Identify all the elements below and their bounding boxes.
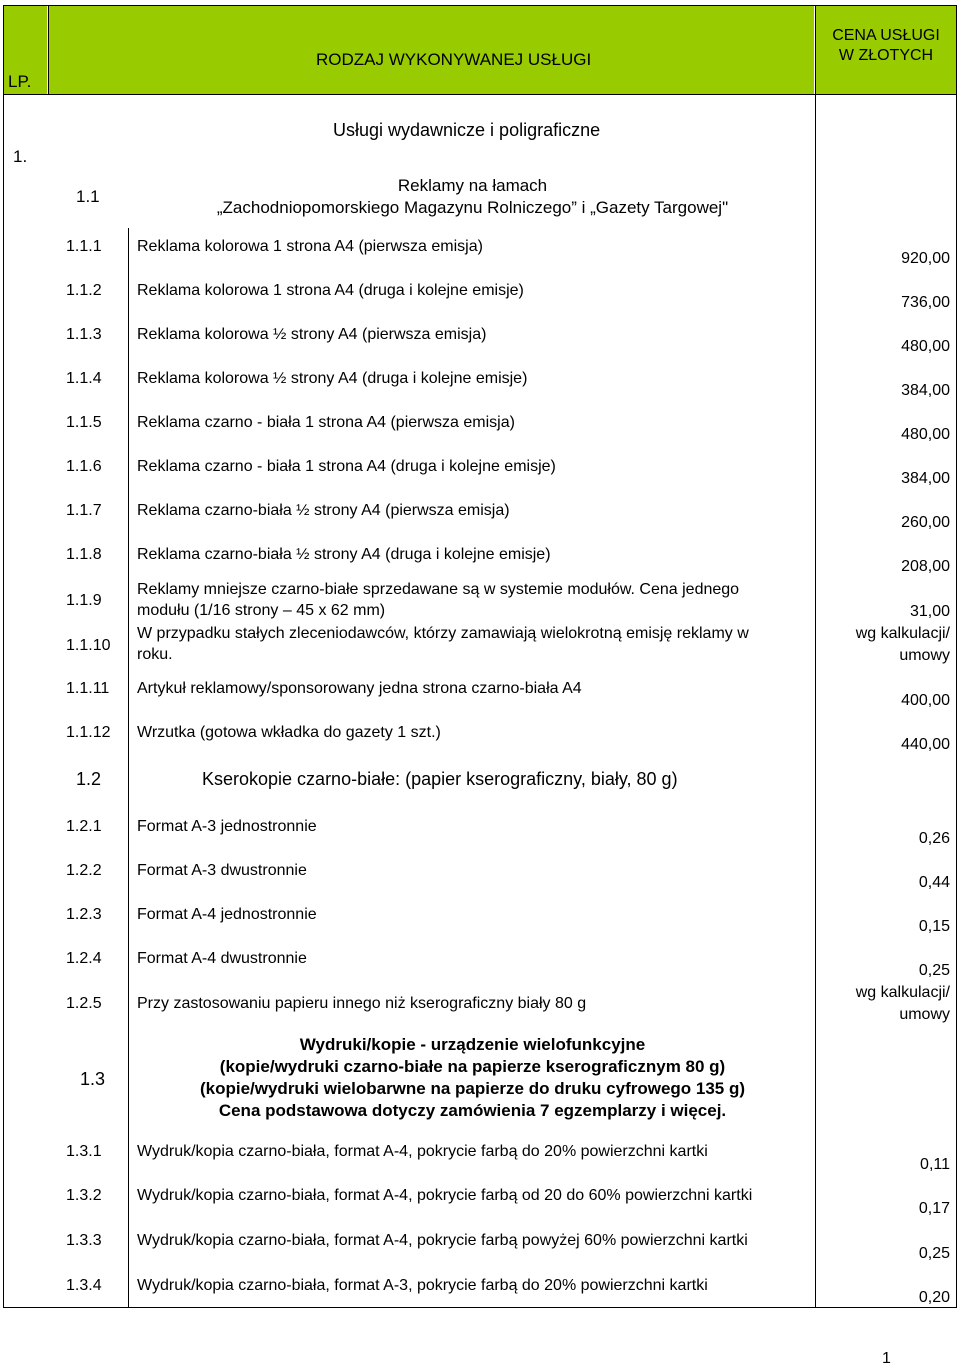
row-description: Format A-3 dwustronnie — [137, 862, 307, 879]
row-number: 1.1.7 — [66, 502, 102, 519]
row-number: 1.1.10 — [66, 637, 111, 654]
row-price: 0,20 — [918, 1289, 950, 1306]
row-number: 1.1.12 — [66, 724, 111, 741]
header-service-label: RODZAJ WYKONYWANEJ USŁUGI — [316, 50, 592, 69]
row-number: 1.3.1 — [66, 1143, 102, 1160]
row-number: 1.3.4 — [66, 1277, 102, 1294]
subsection-title-line1: Reklamy na łamach — [397, 176, 548, 195]
row-description: Reklama kolorowa ½ strony A4 (pierwsza emisja) — [137, 326, 487, 343]
row-price: 440,00 — [901, 736, 950, 753]
row-number: 1.1.4 — [66, 370, 102, 387]
row-description-line2: modułu (1/16 strony – 45 x 62 mm) — [137, 602, 386, 619]
row-price: 0,11 — [920, 1156, 950, 1173]
col-divider-inner — [128, 228, 129, 1308]
row-number: 1.1.11 — [66, 680, 110, 697]
row-description: Reklama czarno-biała ½ strony A4 (druga i kolejne emisje) — [137, 546, 551, 563]
row-number: 1.1.1 — [66, 238, 102, 255]
row-price: 208,00 — [901, 558, 950, 575]
row-number: 1.1.8 — [66, 546, 102, 563]
row-price: 384,00 — [901, 382, 950, 399]
col-divider-price — [815, 5, 816, 1308]
row-description: Wydruk/kopia czarno-biała, format A-4, pokrycie farbą od 20 do 60% powierzchni kartki — [137, 1187, 753, 1204]
section-1-3-title-line4: Cena podstawowa dotyczy zamówienia 7 egzemplarzy i więcej. — [218, 1101, 727, 1120]
section-1-3-title-line3: (kopie/wydruki wielobarwne na papierze do druku cyfrowego 135 g) — [199, 1079, 746, 1098]
row-number: 1.2.5 — [66, 995, 102, 1012]
row-description: Artykuł reklamowy/sponsorowany jedna strona czarno-biała A4 — [137, 680, 582, 697]
row-description: Wrzutka (gotowa wkładka do gazety 1 szt.) — [137, 724, 441, 741]
row-number: 1.2.4 — [66, 950, 102, 967]
row-description: Reklama czarno-biała ½ strony A4 (pierwsza emisja) — [137, 502, 510, 519]
row-price-line1: wg kalkulacji/ — [855, 984, 950, 1001]
row-description: Format A-4 dwustronnie — [137, 950, 307, 967]
row-price: 736,00 — [901, 294, 950, 311]
row-number: 1.1.3 — [66, 326, 102, 343]
row-price: 0,26 — [918, 830, 950, 847]
row-price: 260,00 — [901, 514, 950, 531]
row-number: 1.3.2 — [66, 1187, 102, 1204]
table-top-border — [3, 5, 957, 6]
row-price: 920,00 — [901, 250, 950, 267]
row-number: 1.2.2 — [66, 862, 102, 879]
row-price-line2: umowy — [899, 647, 950, 664]
row-price-line1: wg kalkulacji/ — [855, 625, 950, 642]
section-1-3-title — [130, 1034, 815, 1122]
section-1-2-title: Kserokopie czarno-białe: (papier kserograficzny, biały, 80 g) — [202, 769, 678, 789]
row-number: 1.1.9 — [66, 592, 102, 609]
row-price: 31,00 — [909, 603, 950, 620]
row-price: 0,17 — [918, 1200, 950, 1217]
table-right-border — [956, 5, 957, 1308]
table-left-border — [3, 5, 4, 1308]
section-1-3-title-line2: (kopie/wydruki czarno-białe na papierze kserograficznym 80 g) — [219, 1057, 726, 1076]
row-description: Format A-3 jednostronnie — [137, 818, 317, 835]
row-number: 1.1.6 — [66, 458, 102, 475]
row-number: 1.3.3 — [66, 1232, 102, 1249]
section-title: Usługi wydawnicze i poligraficzne — [333, 120, 601, 140]
row-description: Wydruk/kopia czarno-biała, format A-4, pokrycie farbą powyżej 60% powierzchni kartki — [137, 1232, 748, 1249]
header-price-label-line1: CENA USŁUGI — [832, 27, 940, 44]
row-description: Reklama kolorowa ½ strony A4 (druga i kolejne emisje) — [137, 370, 528, 387]
page-number: 1 — [882, 1350, 891, 1367]
row-number: 1.2.1 — [66, 818, 102, 835]
row-price: 384,00 — [901, 470, 950, 487]
row-description: Wydruk/kopia czarno-biała, format A-3, pokrycie farbą do 20% powierzchni kartki — [137, 1277, 708, 1294]
row-price: 0,25 — [918, 1245, 950, 1262]
row-price: 0,25 — [918, 962, 950, 979]
row-description: Reklama czarno - biała 1 strona A4 (druga i kolejne emisje) — [137, 458, 556, 475]
row-description-line1: Reklamy mniejsze czarno-białe sprzedawane są w systemie modułów. Cena jednego — [137, 581, 740, 598]
row-price: 0,15 — [918, 918, 950, 935]
row-price: 480,00 — [901, 338, 950, 355]
section-1-2-number: 1.2 — [76, 769, 102, 789]
section-1-3-title-line1: Wydruki/kopie - urządzenie wielofunkcyjne — [299, 1035, 646, 1054]
row-price: 0,44 — [918, 874, 950, 891]
row-description: Wydruk/kopia czarno-biała, format A-4, pokrycie farbą do 20% powierzchni kartki — [137, 1143, 708, 1160]
row-number: 1.1.5 — [66, 414, 102, 431]
row-description-line1: W przypadku stałych zleceniodawców, którzy zamawiają wielokrotną emisję reklamy w — [137, 625, 749, 642]
subsection-title-line2: „Zachodniopomorskiego Magazynu Rolniczego” i „Gazety Targowej" — [216, 198, 729, 217]
header-bottom-border — [3, 94, 957, 95]
row-number: 1.1.2 — [66, 282, 102, 299]
row-price: 400,00 — [901, 692, 950, 709]
subsection-title — [130, 175, 815, 219]
section-number: 1. — [13, 147, 28, 166]
subsection-number: 1.1 — [76, 187, 100, 206]
row-number: 1.2.3 — [66, 906, 102, 923]
section-1-3-number: 1.3 — [80, 1069, 106, 1089]
row-description: Reklama kolorowa 1 strona A4 (druga i kolejne emisje) — [137, 282, 524, 299]
header-lp-label: LP. — [8, 72, 32, 91]
row-description: Reklama kolorowa 1 strona A4 (pierwsza emisja) — [137, 238, 483, 255]
row-description: Reklama czarno - biała 1 strona A4 (pierwsza emisja) — [137, 414, 515, 431]
row-description-line2: roku. — [137, 646, 173, 663]
table-bottom-border — [3, 1307, 957, 1308]
col-divider-lp — [48, 5, 49, 95]
header-price-label — [816, 26, 956, 66]
row-price: 480,00 — [901, 426, 950, 443]
row-price-line2: umowy — [899, 1006, 950, 1023]
header-price-label-line2: W ZŁOTYCH — [838, 47, 934, 64]
row-description: Przy zastosowaniu papieru innego niż kserograficzny biały 80 g — [137, 995, 587, 1012]
row-description: Format A-4 jednostronnie — [137, 906, 317, 923]
